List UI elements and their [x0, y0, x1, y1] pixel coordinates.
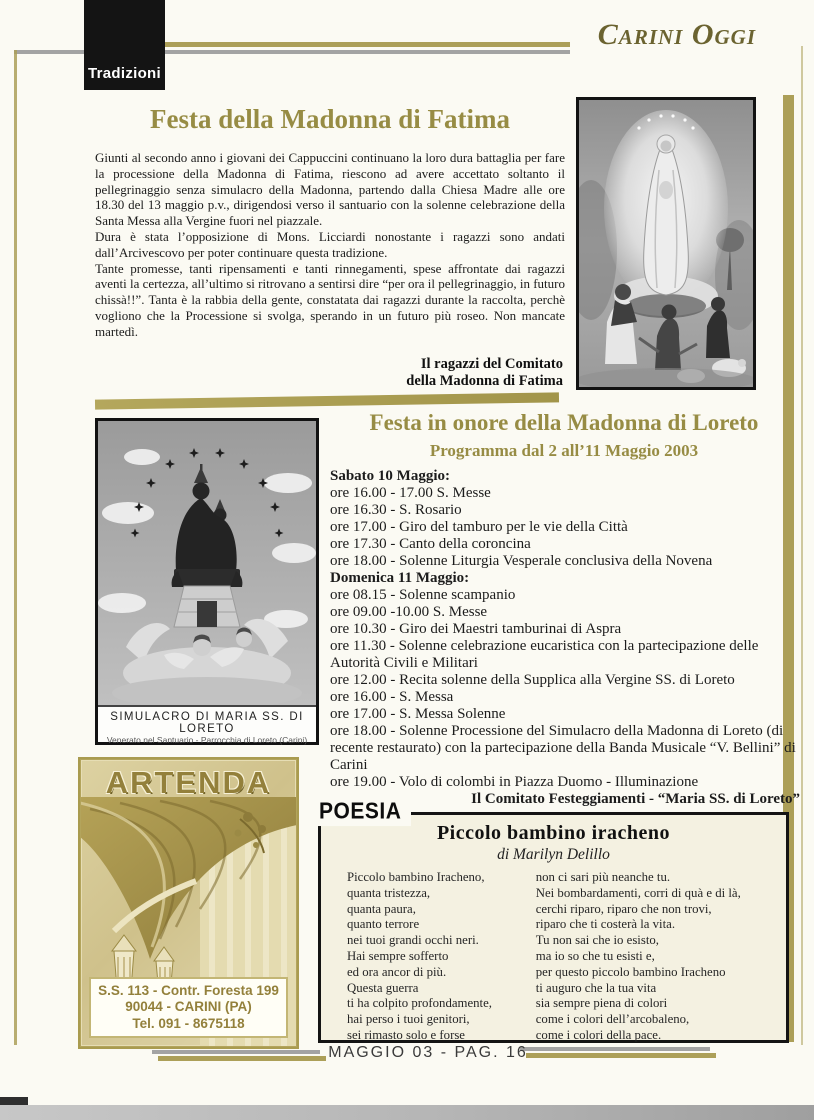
program-line: ore 08.15 - Solenne scampanio: [330, 587, 516, 603]
left-border-rule: [14, 50, 17, 1045]
poem-line: cerchi riparo, riparo che non trovi,: [535, 901, 712, 916]
loreto-article-title: Festa in onore della Madonna di Loreto: [369, 410, 759, 435]
artenda-address: [89, 977, 288, 1039]
poem-line: riparo che ti costerà la vita.: [535, 917, 676, 932]
poem-line: non ci sari più neanche tu.: [535, 870, 671, 884]
loreto-article-subtitle: Programma dal 2 all’11 Maggio 2003: [429, 441, 699, 460]
artenda-brand-logo: ARTENDA: [105, 765, 272, 800]
poem-line: come i colori dell’arcobaleno,: [535, 1012, 690, 1027]
section-label-tradizioni: [84, 0, 165, 90]
poem-line: Questa guerra: [347, 980, 419, 995]
poem-line: ti ha colpito profondamente,: [347, 996, 492, 1011]
page-footer: MAGGIO 03 - PAG. 16: [328, 1044, 528, 1061]
loreto-photo-caption: [98, 705, 316, 745]
poem-line: sei rimasto solo e forse: [347, 1027, 465, 1042]
poem-line: Piccolo bambino Iracheno,: [347, 870, 485, 884]
fatima-photo-illustration: [579, 100, 753, 387]
artenda-advertisement: [78, 757, 299, 1049]
poem-author: di Marilyn Delillo: [497, 846, 610, 863]
footer-left-gold-rule: [158, 1056, 326, 1061]
poem-line: ed ora ancor di più.: [347, 964, 447, 979]
poem-left-column: [347, 870, 536, 1044]
loreto-photo-illustration: [98, 421, 316, 705]
program-line: ore 17.00 - Giro del tamburo per le vie della Città: [330, 519, 628, 535]
program-line: ore 09.00 -10.00 S. Messe: [330, 604, 488, 620]
artenda-address-line2: 90044 - CARINI (PA): [125, 999, 252, 1014]
poem-line: ma io so che tu esisti e,: [535, 948, 655, 963]
program-line: ore 19.00 - Volo di colombi in Piazza Duomo - Illuminazione: [330, 774, 699, 790]
program-line: ore 16.00 - S. Messa: [330, 689, 454, 705]
section-divider-rule: [95, 392, 559, 409]
fatima-article-body: [95, 150, 565, 340]
program-line: ore 11.30 - Solenne celebrazione eucaristica con la partecipazione delle Autorità Civili e Militari: [330, 638, 759, 671]
poem-line: Hai sempre sofferto: [347, 948, 449, 963]
fatima-paragraph: Dura è stata l’opposizione di Mons. Licciardi nonostante i ragazzi sono andati dall’Arcivescovo per poter continuare questa tradizione.: [95, 228, 565, 260]
fatima-signature-line2: della Madonna di Fatima: [406, 373, 563, 389]
section-label-text: Tradizioni: [87, 65, 161, 82]
footer-left-gray-rule: [152, 1050, 320, 1054]
footer-right-gold-rule: [526, 1053, 716, 1058]
poem-right-column: [536, 870, 776, 1044]
loreto-statue-photo: [95, 418, 319, 745]
fatima-signature-line1: Il ragazzi del Comitato: [420, 356, 563, 372]
program-line: ore 17.00 - S. Messa Solenne: [330, 706, 506, 722]
poem-line: Nei bombardamenti, corri di quà e di là,: [535, 885, 741, 900]
fatima-article-title: Festa della Madonna di Fatima: [149, 104, 510, 134]
footer-right-gray-rule: [520, 1047, 710, 1051]
scan-artifact-band: [0, 1105, 814, 1120]
poem-line: hai perso i tuoi genitori,: [347, 1012, 470, 1027]
poem-line: quanto terrore: [347, 917, 420, 932]
program-line: ore 18.00 - Solenne Processione del Simulacro della Madonna di Loreto (di recente restaurato) con la partecipazione della Banda Musicale “V. Bellini” di Carini: [330, 723, 796, 773]
poem-columns: [321, 864, 786, 1044]
artenda-address-line3: Tel. 091 - 8675118: [132, 1015, 245, 1031]
loreto-signature: Il Comitato Festeggiamenti - “Maria SS. di Loreto”: [471, 791, 800, 807]
right-border-rule: [801, 46, 803, 1045]
program-line: ore 10.30 - Giro dei Maestri tamburinai di Aspra: [330, 621, 622, 637]
loreto-program: [330, 468, 800, 808]
poem-line: sia sempre piena di colori: [535, 996, 668, 1011]
program-line: ore 16.00 - 17.00 S. Messe: [330, 485, 491, 501]
program-line: Domenica 11 Maggio:: [330, 570, 470, 586]
poem-line: come i colori della pace.: [535, 1027, 662, 1042]
program-line: ore 12.00 - Recita solenne della Supplica alla Vergine SS. di Loreto: [330, 672, 735, 688]
fatima-paragraph: Tante promesse, tanti ripensamenti e tanti rinnegamenti, spese affrontate dai ragazzi aventi la certezza, all’ultimo si ritrovano a sentirsi dire “per ora il pellegrinaggio, in futuro chissà!!”. Tanta è la rabbia della gente, constatata dai ragazzi durante la raccolta, perchè vogliono che la Processione si svolga, sperando in un futuro più roseo. Non mancate martedì.: [95, 260, 565, 339]
program-list: [330, 468, 800, 791]
poem-title: Piccolo bambino iracheno: [436, 822, 671, 844]
program-line: Sabato 10 Maggio:: [330, 468, 450, 484]
poem-line: quanta tristezza,: [347, 885, 431, 900]
fatima-signature: [95, 356, 563, 390]
poem-section-label: POESIA: [317, 798, 411, 826]
loreto-statue-drawing: [98, 421, 316, 705]
poem-box: [318, 812, 789, 1043]
poem-line: nei tuoi grandi occhi neri.: [347, 933, 479, 948]
artenda-address-line1: S.S. 113 - Contr. Foresta 199: [98, 982, 279, 998]
fatima-apparition-photo: [576, 97, 756, 390]
poem-line: per questo piccolo bambino Iracheno: [535, 964, 726, 979]
poem-line: Tu non sai che io esisto,: [535, 933, 659, 948]
loreto-caption-line2: Venerato nel Santuario - Parrocchia di Loreto (Carini): [106, 735, 308, 745]
program-line: ore 18.00 - Solenne Liturgia Vesperale conclusiva della Novena: [330, 553, 713, 569]
program-line: ore 17.30 - Canto della coroncina: [330, 536, 531, 552]
program-line: ore 16.30 - S. Rosario: [330, 502, 462, 518]
poem-line: quanta paura,: [347, 901, 416, 916]
loreto-caption-line1: SIMULACRO DI MARIA SS. DI LORETO: [110, 711, 304, 735]
masthead-carini-oggi: Carini Oggi: [597, 18, 756, 51]
poem-line: ti auguro che la tua vita: [535, 980, 657, 995]
fatima-paragraph: Giunti al secondo anno i giovani dei Cappuccini continuano la loro dura battaglia per fare la processione della Madonna di Fatima, riescono ad avere accettato soltanto il pellegrinaggio senza simulacro della Madonna, partendo dalla Chiesa Madre alle ore 18.30 del 13 maggio p.v., dirigendosi verso il santuario con la solenne celebrazione della Santa Messa alla Vergine fuori nel piazzale.: [95, 150, 565, 229]
